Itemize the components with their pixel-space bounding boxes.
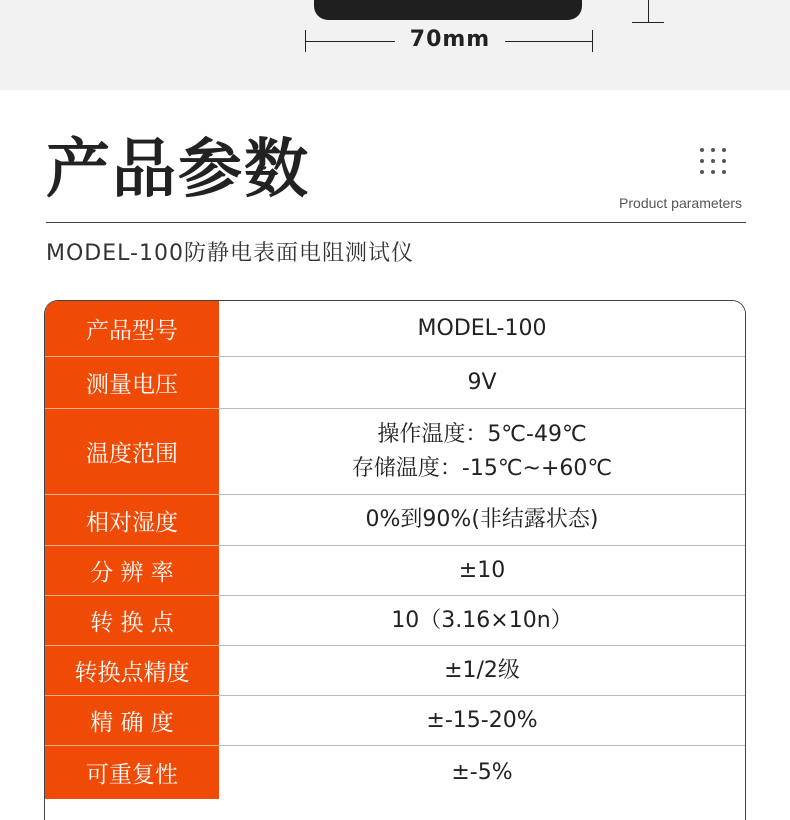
param-value-line: ±10 (458, 557, 506, 583)
table-row (45, 356, 745, 408)
param-key: 转 换 点 (45, 595, 219, 645)
param-key: 测量电压 (45, 356, 219, 408)
param-value-line: ±1/2级 (444, 657, 520, 683)
table-row (45, 301, 745, 356)
dimension-label: 70mm (409, 27, 491, 52)
section-title-en: Product parameters (619, 195, 742, 211)
param-value-line: ±-5% (451, 759, 513, 785)
height-dimension-line (648, 0, 649, 22)
param-value-line: 操作温度：5℃-49℃ (377, 421, 587, 447)
param-key: 转换点精度 (45, 645, 219, 695)
heading-divider (46, 222, 746, 223)
table-row (45, 595, 745, 645)
param-value (219, 595, 745, 645)
param-value (219, 745, 745, 799)
param-value-line: 10（3.16×10n） (391, 607, 573, 633)
table-row (45, 695, 745, 745)
table-row (45, 645, 745, 695)
dots-grid-icon (700, 148, 728, 176)
param-value (219, 408, 745, 494)
param-value (219, 645, 745, 695)
param-key: 分 辨 率 (45, 545, 219, 595)
param-value (219, 695, 745, 745)
dimension-line-right (505, 41, 593, 42)
param-key: 可重复性 (45, 745, 219, 799)
table-row (45, 745, 745, 799)
param-key: 温度范围 (45, 408, 219, 494)
param-key: 精 确 度 (45, 695, 219, 745)
table-row (45, 408, 745, 494)
dimension-line-left (305, 41, 395, 42)
height-dimension-tick (632, 22, 664, 23)
param-value (219, 494, 745, 545)
param-value (219, 356, 745, 408)
param-value-line: 9V (467, 369, 497, 395)
dimension-tick-right (592, 30, 593, 52)
param-value-line: 0%到90%(非结露状态) (365, 507, 599, 532)
section-title: 产品参数 (46, 133, 310, 207)
product-subtitle: MODEL-100防静电表面电阻测试仪 (46, 241, 414, 266)
param-value-line: MODEL-100 (417, 315, 547, 341)
params-table (44, 300, 746, 820)
top-image-band (0, 0, 790, 90)
param-value-line: ±-15-20% (426, 707, 538, 733)
param-value (219, 545, 745, 595)
table-row (45, 545, 745, 595)
device-bottom-edge (314, 0, 582, 20)
param-value-line: 存储温度：-15℃~+60℃ (351, 455, 613, 481)
param-key: 产品型号 (45, 301, 219, 356)
param-value (219, 301, 745, 356)
param-key: 相对湿度 (45, 494, 219, 545)
table-row (45, 494, 745, 545)
